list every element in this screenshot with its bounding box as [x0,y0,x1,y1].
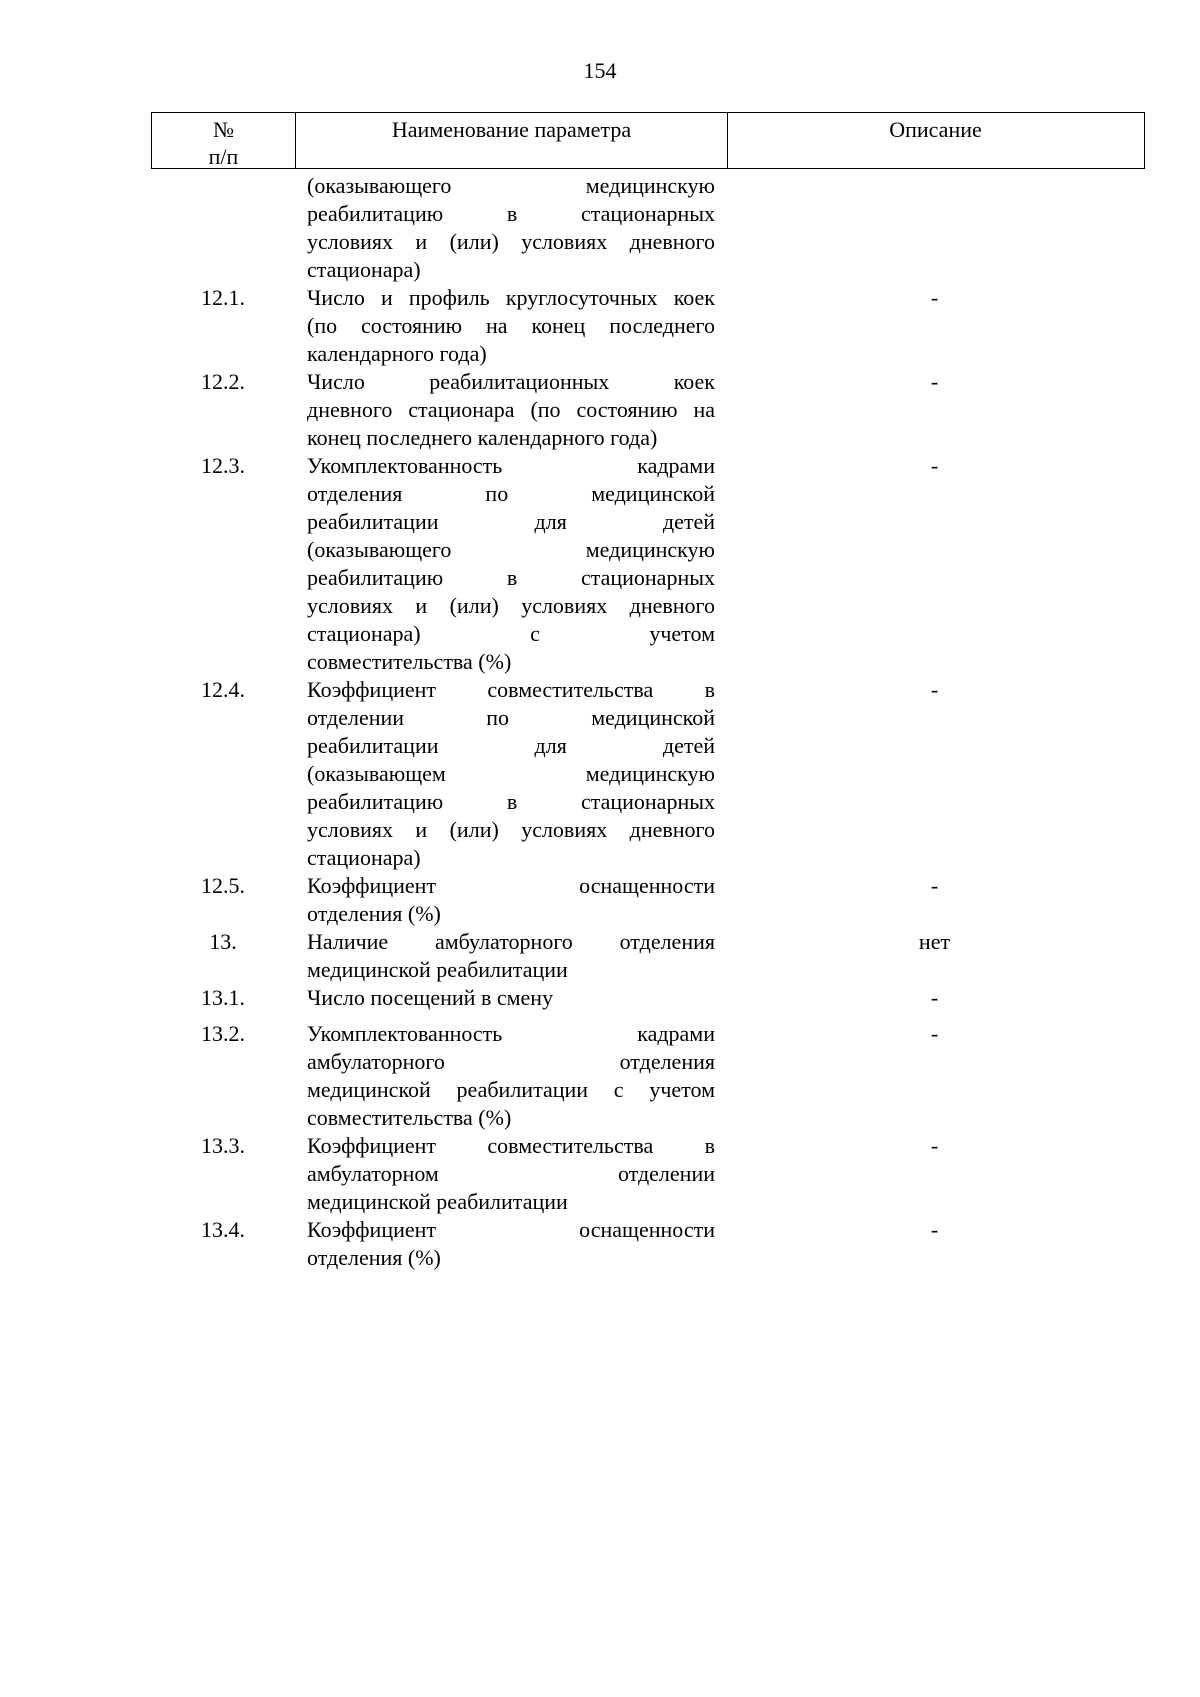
parameter-name-line: Число и профиль круглосуточных коек [307,285,715,310]
row-description: - [930,873,939,898]
parameter-name-line: Укомплектованность кадрами [307,1021,715,1046]
row-parameter-name [307,172,715,284]
row-parameter-name [307,872,715,928]
table-row [0,928,1200,984]
parameter-name-line: стационара) с учетом [307,621,715,646]
table-row [0,452,1200,676]
parameter-name-line: стационара) [307,257,421,282]
parameter-name-line: отделении по медицинской [307,705,715,730]
parameter-name-line: отделения по медицинской [307,481,715,506]
row-description: - [930,1133,939,1158]
row-number: 12.3. [201,453,245,478]
header-number-abbrev: п/п [208,144,239,169]
parameter-name-line: реабилитации для детей [307,509,715,534]
parameter-name-line: совместительства (%) [307,649,512,674]
page-number: 154 [583,58,617,83]
row-number: 12.1. [201,285,245,310]
parameter-name-line: Коэффициент оснащенности [307,873,715,898]
row-number: 12.5. [201,873,245,898]
row-description: - [930,369,939,394]
row-description: - [930,1217,939,1242]
parameter-name-line: (оказывающего медицинскую [307,173,715,198]
parameter-name-line: совместительства (%) [307,1105,512,1130]
parameter-name-line: реабилитации для детей [307,733,715,758]
row-parameter-name [307,928,715,984]
row-number: 12.2. [201,369,245,394]
parameter-name-line: (оказывающем медицинскую [307,761,715,786]
parameter-name-line: календарного года) [307,341,487,366]
parameter-name-line: условиях и (или) условиях дневного [307,593,715,618]
parameter-name-line: реабилитацию в стационарных [307,565,715,590]
parameter-name-line: реабилитацию в стационарных [307,201,715,226]
parameter-name-line: отделения (%) [307,901,441,926]
row-parameter-name [307,1216,715,1272]
table-row [0,284,1200,368]
row-description: - [930,285,939,310]
parameter-name-line: Коэффициент оснащенности [307,1217,715,1242]
row-parameter-name [307,1020,715,1132]
row-parameter-name [307,452,715,676]
parameter-name-line: реабилитацию в стационарных [307,789,715,814]
parameter-name-line: Число посещений в смену [307,985,554,1010]
parameter-name-line: Число реабилитационных коек [307,369,715,394]
parameter-name-line: Коэффициент совместительства в [307,1133,715,1158]
row-parameter-name [307,676,715,872]
parameter-name-line: конец последнего календарного года) [307,425,658,450]
row-parameter-name [307,984,715,1012]
row-description: - [930,985,939,1010]
parameter-name-line: медицинской реабилитации с учетом [307,1077,715,1102]
row-number: 12.4. [201,677,245,702]
row-description: нет [918,929,951,954]
table-row [0,984,1200,1012]
table-row [0,1132,1200,1216]
parameter-name-line: условиях и (или) условиях дневного [307,817,715,842]
row-parameter-name [307,368,715,452]
parameter-name-line: стационара) [307,845,421,870]
row-description: - [930,453,939,478]
header-number-symbol: № [213,117,234,142]
header-description-cell: Описание [889,117,982,142]
row-description: - [930,677,939,702]
table-row [0,1020,1200,1132]
table-row [0,676,1200,872]
row-parameter-name [307,1132,715,1216]
parameter-name-line: Коэффициент совместительства в [307,677,715,702]
parameter-name-line: Наличие амбулаторного отделения [307,929,715,954]
parameter-name-line: Укомплектованность кадрами [307,453,715,478]
table-header [151,112,1145,169]
table-body [0,172,1200,1272]
parameter-name-line: дневного стационара (по состоянию на [307,397,715,422]
parameter-name-line: условиях и (или) условиях дневного [307,229,715,254]
parameter-name-line: отделения (%) [307,1245,441,1270]
row-parameter-name [307,284,715,368]
table-row [0,172,1200,284]
header-name-cell: Наименование параметра [296,113,728,168]
parameter-name-line: медицинской реабилитации [307,1189,568,1214]
row-number: 13. [209,929,237,954]
header-number-cell [152,113,296,168]
parameter-name-line: (оказывающего медицинскую [307,537,715,562]
row-number: 13.1. [201,985,245,1010]
table-row [0,1216,1200,1272]
parameter-name-line: амбулаторного отделения [307,1049,715,1074]
row-number: 13.3. [201,1133,245,1158]
table-row [0,368,1200,452]
table-row [0,872,1200,928]
row-spacer [0,1012,1200,1020]
parameter-name-line: (по состоянию на конец последнего [307,313,715,338]
parameter-name-line: амбулаторном отделении [307,1161,715,1186]
row-description: - [930,1021,939,1046]
row-number: 13.4. [201,1217,245,1242]
row-number: 13.2. [201,1021,245,1046]
parameter-name-line: медицинской реабилитации [307,957,568,982]
